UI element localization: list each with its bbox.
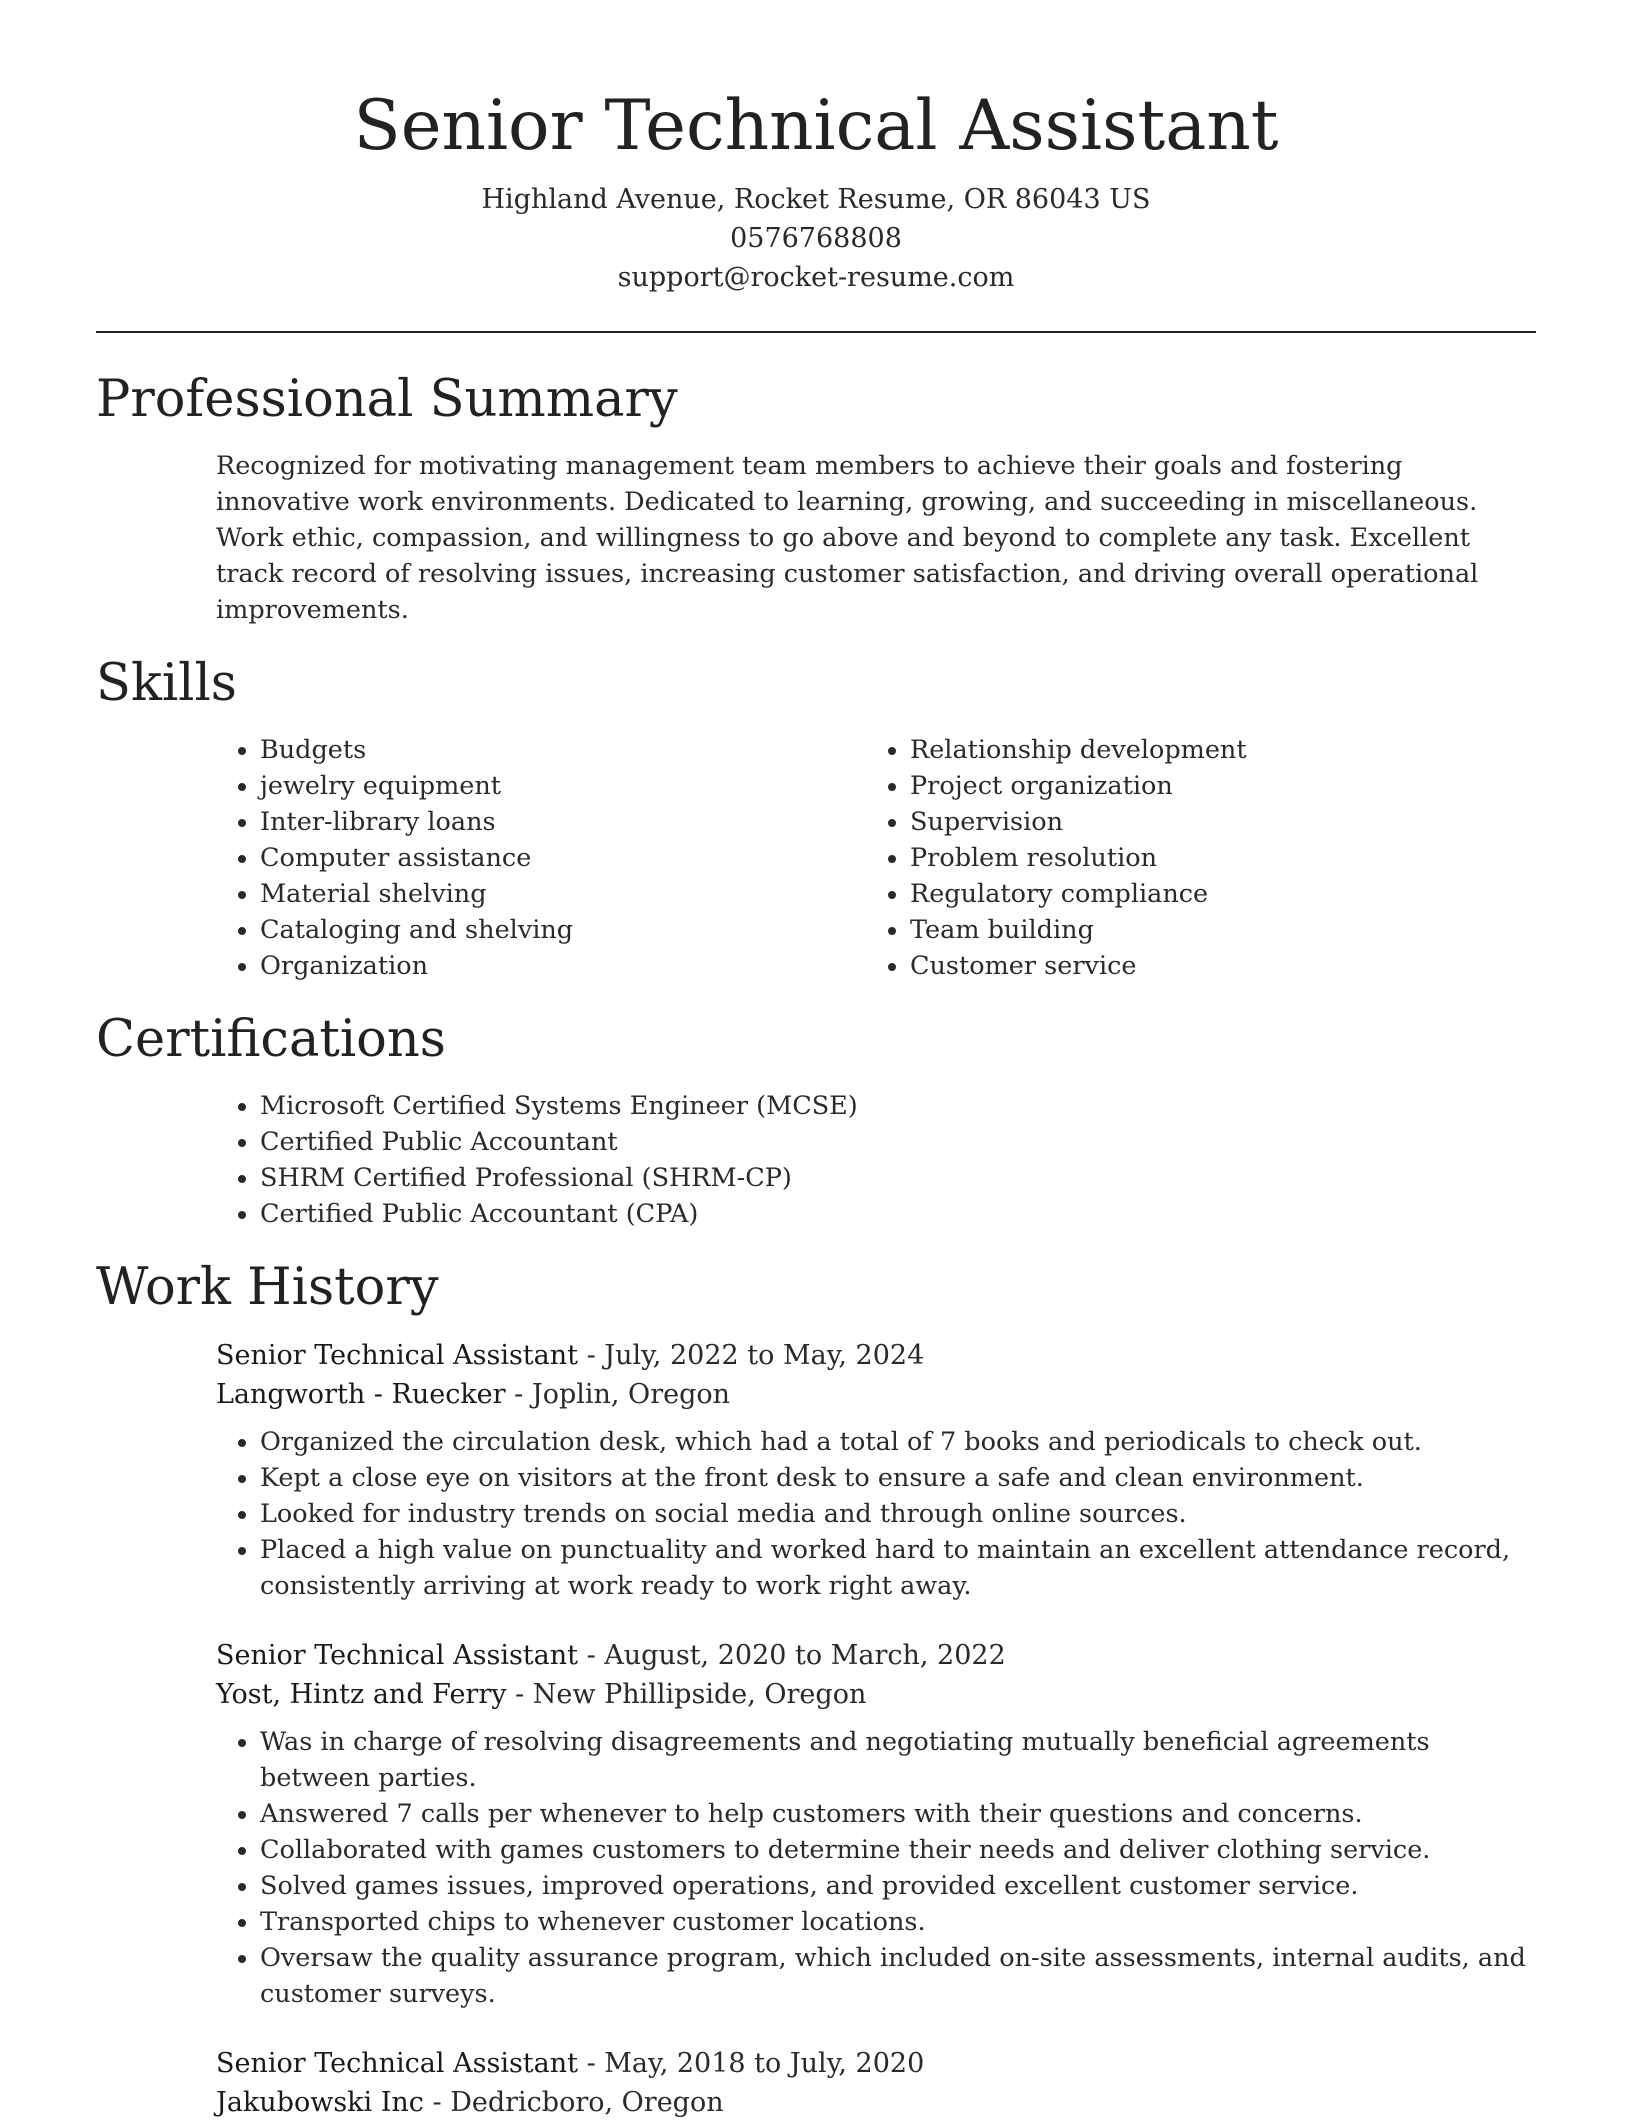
skills-column-left: [216, 732, 866, 984]
skills-column-right: [866, 732, 1516, 984]
certification-item: • Certified Public Accountant: [260, 1124, 1536, 1160]
job-company: Langworth - Ruecker: [216, 1379, 506, 1410]
job-bullet: • Solved games issues, improved operations, and provided excellent customer service.: [260, 1868, 1536, 1904]
certification-item: • Certified Public Accountant (CPA): [260, 1196, 1536, 1232]
job-company-line: [216, 1375, 1536, 1414]
job-location: - Joplin, Oregon: [505, 1379, 731, 1410]
job-company-line: [216, 2083, 1536, 2122]
job-entry: [216, 2044, 1536, 2122]
job-location: - Dedricboro, Oregon: [423, 2087, 724, 2118]
job-bullet: • Organized the circulation desk, which had a total of 7 books and periodicals to check out.: [260, 1424, 1536, 1460]
skill-item: • Organization: [260, 948, 866, 984]
job-title: Senior Technical Assistant: [216, 1340, 578, 1371]
skill-item: • Regulatory compliance: [910, 876, 1516, 912]
job-company-line: [216, 1675, 1536, 1714]
skill-item: • Inter-library loans: [260, 804, 866, 840]
job-dates: - July, 2022 to May, 2024: [578, 1340, 925, 1371]
skill-item: • Cataloging and shelving: [260, 912, 866, 948]
skill-item: • Supervision: [910, 804, 1516, 840]
job-bullet: • Looked for industry trends on social media and through online sources.: [260, 1496, 1536, 1532]
contact-phone: 0576768808: [730, 223, 902, 254]
skill-item: • Relationship development: [910, 732, 1516, 768]
contact-block: [96, 180, 1536, 297]
job-bullet: • Answered 7 calls per whenever to help customers with their questions and concerns.: [260, 1796, 1536, 1832]
skill-item: • Problem resolution: [910, 840, 1516, 876]
skill-item: • Customer service: [910, 948, 1516, 984]
job-company: Yost, Hintz and Ferry: [216, 1679, 507, 1710]
contact-email: support@rocket-resume.com: [617, 262, 1015, 293]
skill-item: • Project organization: [910, 768, 1516, 804]
summary-heading: Professional Summary: [96, 370, 678, 429]
skill-item: • Material shelving: [260, 876, 866, 912]
job-title-line: [216, 2044, 1536, 2083]
job-bullet: • Collaborated with games customers to determine their needs and deliver clothing service.: [260, 1832, 1536, 1868]
skill-item: • Budgets: [260, 732, 866, 768]
skill-item: • Team building: [910, 912, 1516, 948]
job-title-line: [216, 1336, 1536, 1375]
job-bullet: • Transported chips to whenever customer locations.: [260, 1904, 1536, 1940]
summary-text: Recognized for motivating management team members to achieve their goals and fostering innovative work environments. Dedicated to learning, growing, and succeeding in miscellaneous. Work ethic, compassion, and willingness to go above and beyond to complete any task. Excellent track record of resolving issues, increasing customer satisfaction, and driving overall operational improvements.: [216, 451, 1479, 625]
job-bullet: • Placed a high value on punctuality and worked hard to maintain an excellent attendance record, consistently arriving at work ready to work right away.: [260, 1532, 1536, 1604]
job-title: Senior Technical Assistant: [216, 1640, 578, 1671]
resume-header: [96, 0, 1536, 297]
certification-item: • SHRM Certified Professional (SHRM-CP): [260, 1160, 1536, 1196]
candidate-name: Senior Technical Assistant: [353, 86, 1279, 166]
skill-item: • Computer assistance: [260, 840, 866, 876]
certifications-heading: Certifications: [96, 1010, 446, 1069]
contact-address: Highland Avenue, Rocket Resume, OR 86043 US: [481, 184, 1151, 215]
job-entry: [216, 1636, 1536, 2012]
certification-item: • Microsoft Certified Systems Engineer (MCSE): [260, 1088, 1536, 1124]
job-title: Senior Technical Assistant: [216, 2048, 578, 2079]
work-history-heading: Work History: [96, 1258, 439, 1317]
header-divider: [96, 331, 1536, 333]
skill-item: • jewelry equipment: [260, 768, 866, 804]
skills-list: [216, 732, 1536, 984]
job-dates: - August, 2020 to March, 2022: [578, 1640, 1006, 1671]
job-bullet: • Kept a close eye on visitors at the front desk to ensure a safe and clean environment.: [260, 1460, 1536, 1496]
job-company: Jakubowski Inc: [216, 2087, 424, 2118]
job-title-line: [216, 1636, 1536, 1675]
certifications-list: [216, 1088, 1536, 1232]
job-bullet: • Oversaw the quality assurance program, which included on-site assessments, internal audits, and customer surveys.: [260, 1940, 1536, 2012]
job-bullet: • Was in charge of resolving disagreements and negotiating mutually beneficial agreements between parties.: [260, 1724, 1536, 1796]
job-entry: [216, 1336, 1536, 1604]
skills-heading: Skills: [96, 654, 237, 713]
job-location: - New Phillipside, Oregon: [506, 1679, 867, 1710]
job-dates: - May, 2018 to July, 2020: [578, 2048, 925, 2079]
